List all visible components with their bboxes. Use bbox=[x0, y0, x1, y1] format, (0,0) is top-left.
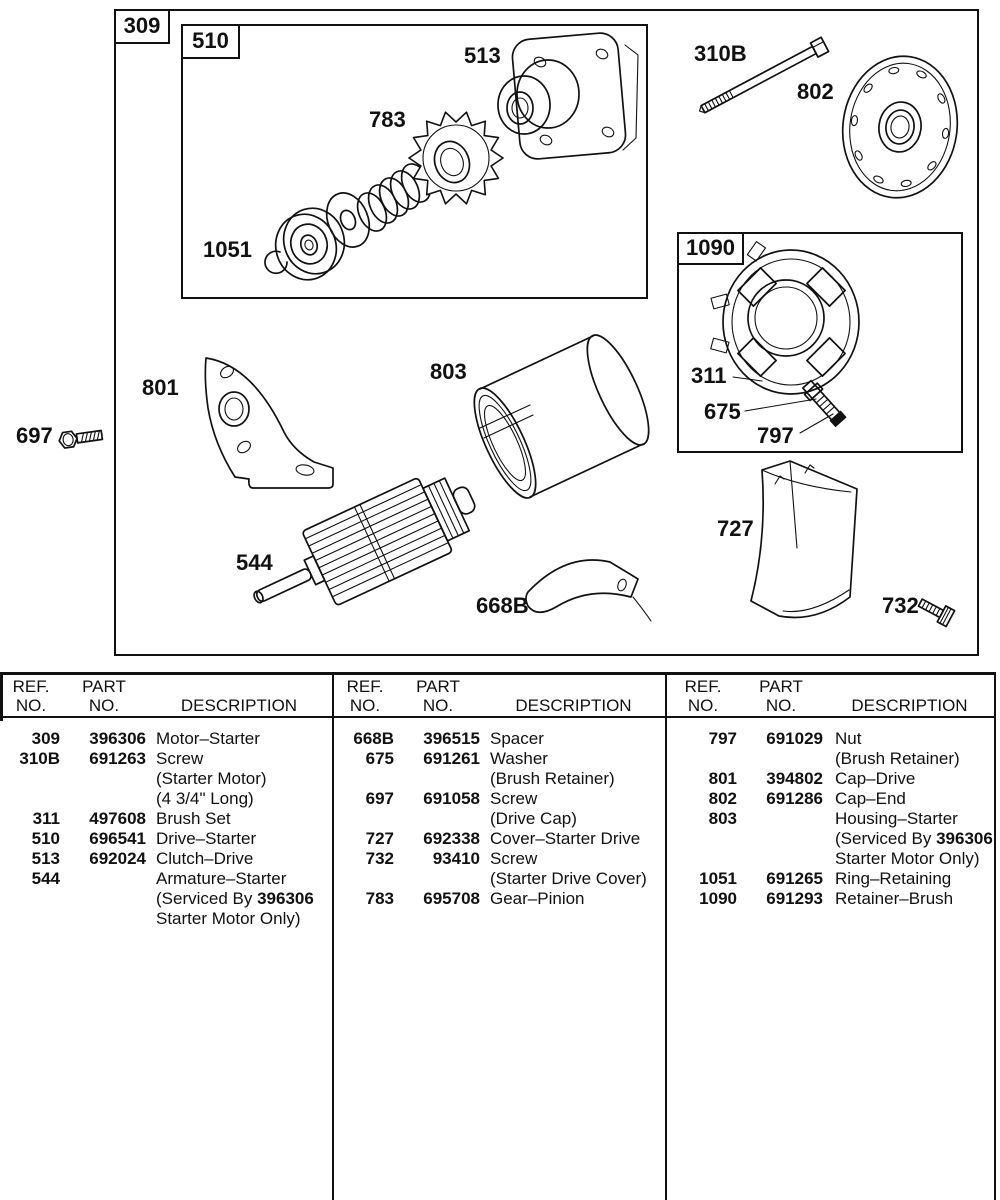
header-part-no: PART NO. bbox=[759, 677, 803, 715]
ref-no: 309 bbox=[31, 729, 60, 748]
description: (Brush Retainer) bbox=[835, 749, 960, 768]
retaining-ring-1051-drawing bbox=[265, 251, 287, 273]
header-ref-no: REF. NO. bbox=[12, 677, 50, 715]
callout-311: 311 bbox=[691, 363, 727, 388]
part-no: 692338 bbox=[423, 829, 480, 848]
callout-1051: 1051 bbox=[203, 237, 252, 262]
description: (4 3/4" Long) bbox=[156, 789, 254, 808]
table-row bbox=[667, 829, 996, 849]
callout-727: 727 bbox=[717, 516, 754, 541]
clutch-drive-513-drawing bbox=[498, 32, 638, 161]
screw-697-drawing bbox=[58, 427, 103, 448]
description: (Serviced By 396306 bbox=[835, 829, 993, 848]
part-no: 396515 bbox=[423, 729, 480, 748]
description: Screw bbox=[490, 789, 538, 808]
table-row bbox=[334, 869, 667, 889]
table-row bbox=[667, 809, 996, 829]
ref-no: 1090 bbox=[699, 889, 737, 908]
table-row bbox=[667, 849, 996, 869]
header-ref-no: REF. NO. bbox=[684, 677, 722, 715]
description: (Drive Cap) bbox=[490, 809, 577, 828]
description: Screw bbox=[490, 849, 538, 868]
part-no: 696541 bbox=[89, 829, 146, 848]
callout-697: 697 bbox=[16, 423, 53, 448]
ref-no: 801 bbox=[708, 769, 737, 788]
description: Brush Set bbox=[156, 809, 231, 828]
table-row bbox=[0, 849, 332, 869]
callout-1090: 1090 bbox=[686, 235, 735, 260]
table-row bbox=[0, 749, 332, 769]
table-header bbox=[667, 675, 996, 718]
part-no: 396306 bbox=[89, 729, 146, 748]
callout-544: 544 bbox=[236, 550, 273, 575]
ref-no: 1051 bbox=[699, 869, 737, 888]
callout-310b: 310B bbox=[694, 41, 747, 66]
description: Clutch–Drive bbox=[156, 849, 254, 868]
description: Ring–Retaining bbox=[835, 869, 952, 888]
callout-732: 732 bbox=[882, 593, 919, 618]
parts-table-column-3 bbox=[665, 675, 996, 1200]
ref-no: 732 bbox=[365, 849, 394, 868]
cap-drive-801-drawing bbox=[205, 358, 333, 488]
parts-table-column-2 bbox=[332, 675, 667, 1200]
table-body bbox=[334, 718, 667, 909]
part-no: 695708 bbox=[423, 889, 480, 908]
table-row bbox=[334, 769, 667, 789]
ref-no: 510 bbox=[31, 829, 60, 848]
ref-no: 310B bbox=[19, 749, 60, 768]
part-no: 691263 bbox=[89, 749, 146, 768]
description: Starter Motor Only) bbox=[835, 849, 980, 868]
description: Spacer bbox=[490, 729, 544, 748]
ref-no: 802 bbox=[708, 789, 737, 808]
table-row bbox=[334, 809, 667, 829]
callout-801: 801 bbox=[142, 375, 179, 400]
housing-803-drawing bbox=[462, 328, 660, 506]
cover-727-drawing bbox=[751, 461, 857, 617]
description: Housing–Starter bbox=[835, 809, 958, 828]
table-row bbox=[667, 729, 996, 749]
description: Gear–Pinion bbox=[490, 889, 585, 908]
table-row bbox=[0, 729, 332, 749]
part-no: 691286 bbox=[766, 789, 823, 808]
table-header bbox=[0, 675, 332, 718]
ref-no: 803 bbox=[708, 809, 737, 828]
part-no: 691265 bbox=[766, 869, 823, 888]
description: Starter Motor Only) bbox=[156, 909, 301, 928]
table-row bbox=[0, 909, 332, 929]
table-row bbox=[0, 769, 332, 789]
callout-803: 803 bbox=[430, 359, 467, 384]
ref-no: 544 bbox=[31, 869, 60, 888]
part-no: 691293 bbox=[766, 889, 823, 908]
table-body bbox=[0, 718, 332, 929]
table-row bbox=[0, 829, 332, 849]
ref-no: 727 bbox=[365, 829, 394, 848]
ref-no: 513 bbox=[31, 849, 60, 868]
ref-no: 311 bbox=[32, 809, 60, 828]
table-row bbox=[667, 789, 996, 809]
armature-544-drawing bbox=[238, 461, 489, 636]
table-row bbox=[334, 729, 667, 749]
table-row bbox=[0, 789, 332, 809]
description: Nut bbox=[835, 729, 862, 748]
table-row bbox=[334, 749, 667, 769]
table-row bbox=[0, 869, 332, 889]
part-no: 497608 bbox=[89, 809, 146, 828]
table-body bbox=[667, 718, 996, 909]
callout-510: 510 bbox=[192, 28, 229, 53]
ref-no: 668B bbox=[353, 729, 394, 748]
cap-end-802-drawing bbox=[834, 49, 967, 205]
description: Cap–Drive bbox=[835, 769, 916, 788]
table-row bbox=[667, 769, 996, 789]
parts-table bbox=[0, 672, 996, 1200]
header-part-no: PART NO. bbox=[416, 677, 460, 715]
parts-table-column-1 bbox=[0, 675, 332, 1200]
table-row bbox=[667, 869, 996, 889]
screw-732-drawing bbox=[916, 595, 954, 627]
table-row bbox=[667, 749, 996, 769]
callout-783: 783 bbox=[369, 107, 406, 132]
callout-668b: 668B bbox=[476, 593, 529, 618]
table-row bbox=[334, 829, 667, 849]
table-row bbox=[667, 889, 996, 909]
ref-no: 797 bbox=[708, 729, 737, 748]
part-no: 394802 bbox=[766, 769, 823, 788]
table-row bbox=[334, 789, 667, 809]
callout-675: 675 bbox=[704, 399, 741, 424]
ref-no: 675 bbox=[365, 749, 394, 768]
description: Cover–Starter Drive bbox=[490, 829, 641, 848]
header-description: DESCRIPTION bbox=[515, 696, 632, 715]
description: Armature–Starter bbox=[156, 869, 287, 888]
table-header bbox=[334, 675, 667, 718]
description: Retainer–Brush bbox=[835, 889, 954, 908]
description: Drive–Starter bbox=[156, 829, 257, 848]
ref-no: 783 bbox=[365, 889, 394, 908]
description: Washer bbox=[490, 749, 548, 768]
part-no: 692024 bbox=[89, 849, 146, 868]
callout-802: 802 bbox=[797, 79, 834, 104]
gear-pinion-783-drawing bbox=[409, 112, 503, 204]
header-ref-no: REF. NO. bbox=[346, 677, 384, 715]
description: Motor–Starter bbox=[156, 729, 260, 748]
ref-no: 697 bbox=[365, 789, 394, 808]
header-part-no: PART NO. bbox=[82, 677, 126, 715]
table-row bbox=[334, 889, 667, 909]
description: (Serviced By 396306 bbox=[156, 889, 314, 908]
callout-309: 309 bbox=[123, 13, 161, 38]
callout-797: 797 bbox=[757, 423, 794, 448]
part-no: 691029 bbox=[766, 729, 823, 748]
part-no: 691261 bbox=[423, 749, 480, 768]
header-description: DESCRIPTION bbox=[851, 696, 968, 715]
table-row bbox=[0, 889, 332, 909]
part-no: 691058 bbox=[423, 789, 480, 808]
spacer-668b-drawing bbox=[526, 560, 651, 621]
description: (Brush Retainer) bbox=[490, 769, 615, 788]
part-no: 93410 bbox=[432, 849, 480, 868]
callout-513: 513 bbox=[464, 43, 501, 68]
drive-pulley-drawing bbox=[267, 200, 352, 287]
table-row bbox=[0, 809, 332, 829]
description: Screw bbox=[156, 749, 204, 768]
description: (Starter Motor) bbox=[156, 769, 267, 788]
description: (Starter Drive Cover) bbox=[490, 869, 647, 888]
header-description: DESCRIPTION bbox=[180, 696, 298, 715]
description: Cap–End bbox=[835, 789, 906, 808]
table-row bbox=[334, 849, 667, 869]
